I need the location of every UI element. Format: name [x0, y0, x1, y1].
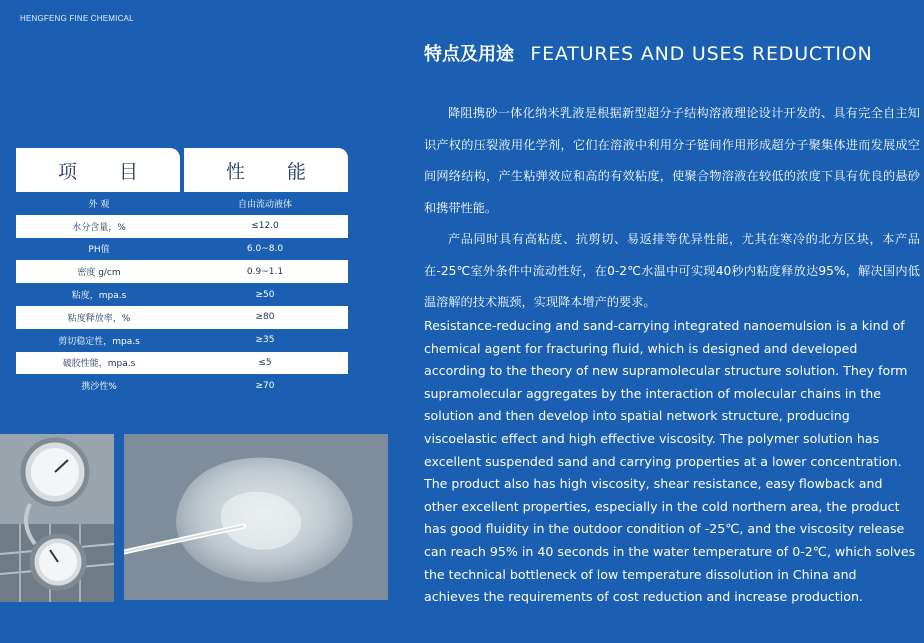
spec-property: 密度 g/cm [77, 268, 121, 279]
spec-property: 外 观 [88, 199, 110, 210]
spec-value: 0.9~1.1 [246, 266, 284, 277]
spec-value: ≤5 [258, 357, 272, 368]
spec-row [16, 329, 348, 352]
title-chinese: 特点及用途 [424, 44, 514, 65]
cn-paragraph: 降阻携砂一体化纳米乳液是根据新型超分子结构溶液理论设计开发的、具有完全自主知识产权的压裂液用化学剂，它们在溶液中利用分子链间作用形成超分子聚集体进而发展成空间网络结构，产生粘弹效应和高的有效粘度，使聚合物溶液在较低的浓度下具有优良的悬砂和携带性能。 [424, 106, 920, 215]
spec-value: ≥50 [255, 289, 275, 300]
spec-property: 粘度，mpa.s [71, 291, 127, 302]
chinese-description [424, 98, 920, 319]
brand-name: HENGFENG FINE CHEMICAL [20, 14, 134, 23]
spec-row [16, 192, 348, 215]
spec-row [16, 352, 348, 375]
spec-property: 携沙性% [81, 382, 117, 393]
en-paragraph: Resistance-reducing and sand-carrying integrated nanoemulsion is a kind of chemical agent for fracturing fluid, which is designed and developed according to the theory of new supramolecular structure solution. They form supramolecular aggregates by the interaction of molecular chains in the solution and then develop into spatial network structure, producing viscoelastic effect and high effective viscosity. The polymer solution has excellent suspended sand and carrying properties at a lower concentration. [424, 318, 908, 469]
spec-property: 破胶性能，mpa.s [62, 359, 136, 370]
en-paragraph: The product also has high viscosity, shear resistance, easy flowback and other excellent properties, especially in the cold northern area, the product has good fluidity in the outdoor condition of -25℃, and the viscosity release can reach 95% in 40 seconds in the water temperature of 0-2℃, which solves the technical bottleneck of low temperature dissolution in China and achieves the requirements of cost reduction and increase production. [424, 476, 916, 605]
spec-row [16, 283, 348, 306]
spec-row [16, 306, 348, 329]
spec-value: ≤12.0 [251, 221, 279, 232]
spec-value: ≥80 [255, 312, 275, 323]
spec-property: 水分含量，% [72, 222, 126, 233]
header-performance: 性 能 [184, 148, 348, 192]
spec-value: ≥70 [255, 380, 275, 391]
spec-table-header [16, 148, 348, 192]
spec-value: 自由流动液体 [237, 199, 292, 210]
spec-row [16, 260, 348, 283]
spec-value: ≥35 [255, 335, 275, 346]
spec-property: 剪切稳定性，mpa.s [58, 336, 140, 347]
english-description [424, 315, 916, 609]
spec-row [16, 374, 348, 397]
gel-sample-photo [124, 434, 388, 600]
spec-property: 粘度释放率，% [67, 313, 131, 324]
section-title [424, 40, 873, 66]
spec-value: 6.0~8.0 [246, 243, 284, 254]
cn-paragraph: 产品同时具有高粘度、抗剪切、易返排等优异性能，尤其在寒冷的北方区块，本产品在-25℃室外条件中流动性好，在0-2℃水温中可实现40秒内粘度释放达95%，解决国内低温溶解的技术瓶颈，实现降本增产的要求。 [424, 232, 920, 309]
pressure-gauge-photo [0, 434, 114, 602]
spec-property: PH值 [88, 245, 110, 256]
spec-row [16, 215, 348, 238]
title-english: FEATURES AND USES REDUCTION [530, 43, 873, 65]
header-item: 项 目 [16, 148, 180, 192]
spec-row [16, 238, 348, 261]
spec-table [16, 148, 348, 397]
